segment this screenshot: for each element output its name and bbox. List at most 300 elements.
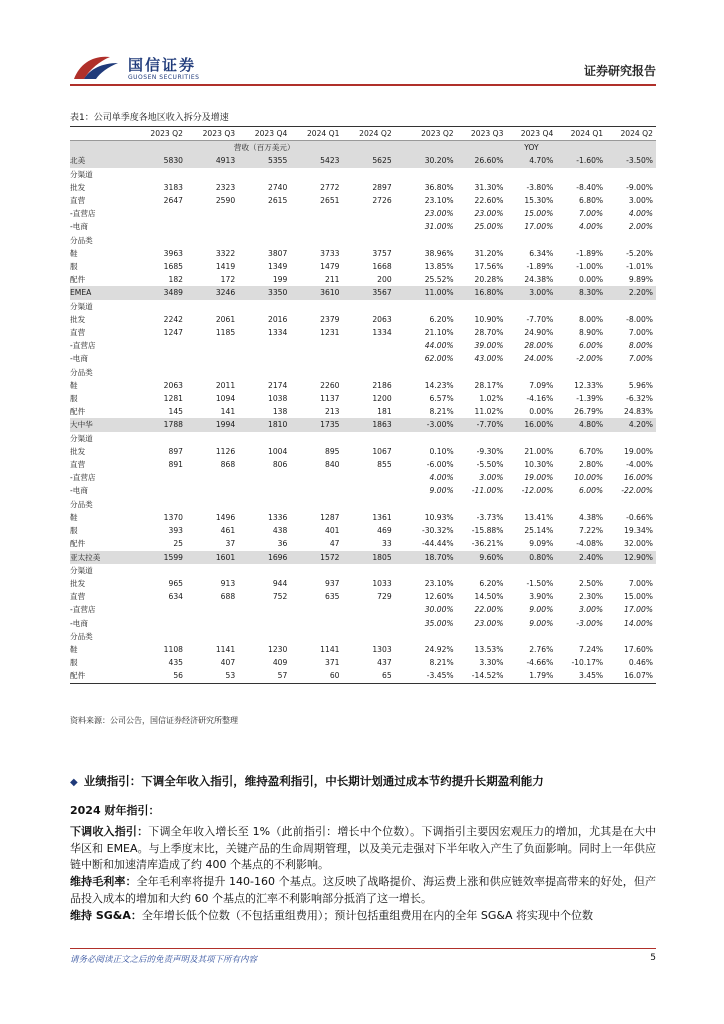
yoy-cell	[556, 234, 606, 247]
table-row	[70, 247, 656, 260]
yoy-cell	[457, 564, 507, 577]
row-label: 分品类	[70, 499, 93, 509]
row-label: 分渠道	[70, 301, 93, 311]
col-header: 2023 Q4	[506, 127, 556, 141]
col-header: 2024 Q1	[556, 127, 606, 141]
gap-cell	[395, 300, 407, 313]
yoy-cell: -4.66%	[526, 658, 554, 668]
yoy-cell	[556, 498, 606, 511]
yoy-cell: 20.28%	[474, 275, 504, 285]
yoy-cell	[506, 366, 556, 379]
revenue-cell: 1336	[268, 512, 288, 522]
guidance-paragraph-margin	[70, 874, 656, 907]
table-header-row	[70, 127, 656, 141]
yoy-cell: 35.00%	[424, 618, 454, 628]
yoy-cell	[407, 564, 457, 577]
row-label: 分品类	[70, 235, 93, 245]
gap-cell	[395, 471, 407, 484]
revenue-cell	[134, 207, 186, 220]
yoy-cell: 2.20%	[606, 286, 656, 299]
yoy-cell: 0.46%	[628, 658, 653, 668]
revenue-cell: 181	[377, 407, 392, 417]
revenue-cell: 3610	[290, 286, 342, 299]
yoy-cell	[606, 168, 656, 181]
yoy-cell: -15.88%	[471, 526, 504, 536]
yoy-cell: 7.00%	[628, 578, 653, 588]
table-row	[70, 498, 656, 511]
gap-cell	[395, 366, 407, 379]
revenue-cell: 1361	[372, 512, 392, 522]
yoy-cell	[556, 432, 606, 445]
paragraph-text: 全年增长低个位数（不包括重组费用）；预计包括重组费用在内的全年 SG&A 将实现中个位数	[141, 909, 593, 922]
table-row	[70, 168, 656, 181]
table-row	[70, 220, 656, 233]
revenue-cell	[186, 207, 238, 220]
header-divider	[70, 84, 656, 86]
yoy-cell: -6.00%	[426, 460, 454, 470]
gap-cell	[395, 630, 407, 643]
revenue-cell	[186, 352, 238, 365]
revenue-cell: 371	[325, 658, 340, 668]
revenue-cell: 1108	[163, 644, 183, 654]
revenue-cell: 913	[220, 578, 236, 588]
revenue-cell	[343, 471, 395, 484]
page-number: 5	[650, 953, 656, 963]
revenue-cell	[186, 603, 238, 616]
gap-cell	[395, 551, 407, 564]
yoy-cell	[457, 300, 507, 313]
revenue-cell	[290, 207, 342, 220]
yoy-cell: 26.60%	[457, 154, 507, 167]
table-row	[70, 603, 656, 616]
guidance-paragraph-sga	[70, 908, 656, 925]
table-row	[70, 286, 656, 299]
revenue-cell: 25	[173, 539, 183, 549]
revenue-cell: 57	[238, 669, 290, 683]
revenue-cell	[290, 617, 342, 630]
yoy-cell: 24.92%	[424, 644, 454, 654]
row-label: 批发	[70, 446, 86, 456]
revenue-cell: 200	[377, 275, 392, 285]
revenue-cell: 4913	[186, 154, 238, 167]
yoy-cell: 12.33%	[574, 380, 604, 390]
yoy-cell: 4.70%	[506, 154, 556, 167]
yoy-cell: -3.80%	[526, 182, 554, 192]
yoy-cell	[606, 630, 656, 643]
col-header: 2023 Q3	[457, 127, 507, 141]
revenue-cell: 3183	[163, 182, 183, 192]
revenue-cell	[290, 220, 342, 233]
revenue-cell	[186, 498, 238, 511]
revenue-cell	[186, 339, 238, 352]
row-label: 配件	[70, 669, 134, 683]
yoy-cell: 18.70%	[407, 551, 457, 564]
yoy-cell: -12.00%	[521, 486, 554, 496]
revenue-cell: 1735	[290, 418, 342, 431]
yoy-cell	[457, 234, 507, 247]
table-row	[70, 537, 656, 550]
revenue-cell	[134, 603, 186, 616]
yoy-cell: 9.60%	[457, 551, 507, 564]
revenue-cell: 1126	[215, 446, 236, 456]
revenue-cell	[343, 352, 395, 365]
yoy-cell: 21.10%	[424, 328, 454, 338]
revenue-cell: 1281	[163, 394, 183, 404]
revenue-cell: 2726	[372, 196, 392, 206]
yoy-cell: 25.52%	[424, 275, 454, 285]
revenue-cell: 2651	[320, 196, 340, 206]
table-row	[70, 656, 656, 669]
gap-cell	[395, 656, 407, 669]
yoy-cell: 7.09%	[529, 380, 554, 390]
revenue-cell: 1200	[372, 394, 392, 404]
revenue-cell: 3757	[372, 248, 392, 258]
gap-cell	[395, 339, 407, 352]
yoy-cell: -9.00%	[626, 182, 653, 192]
yoy-cell: 10.00%	[574, 473, 604, 483]
yoy-cell	[407, 234, 457, 247]
revenue-cell: 1303	[372, 644, 392, 654]
gap-cell	[395, 458, 407, 471]
table-row	[70, 551, 656, 564]
yoy-cell: -36.21%	[471, 539, 504, 549]
yoy-cell: 6.00%	[579, 486, 604, 496]
yoy-cell: 13.41%	[524, 512, 554, 522]
yoy-cell: 4.20%	[606, 418, 656, 431]
revenue-cell: 33	[382, 539, 392, 549]
table-caption: 表1：公司单季度各地区收入拆分及增速	[70, 113, 229, 123]
revenue-cell	[134, 234, 186, 247]
yoy-cell: 0.10%	[429, 446, 454, 456]
revenue-cell: 1067	[372, 446, 392, 456]
row-label: 配件	[70, 539, 86, 549]
revenue-cell: 965	[168, 578, 183, 588]
revenue-cell	[290, 300, 342, 313]
yoy-cell: 1.02%	[479, 394, 504, 404]
revenue-cell	[343, 168, 395, 181]
row-label: -直营店	[70, 605, 96, 615]
yoy-cell: 17.00%	[624, 605, 653, 615]
yoy-cell: 25.00%	[474, 222, 504, 232]
table-source: 资料来源：公司公告，国信证券经济研究所整理	[70, 716, 238, 725]
yoy-cell: 14.23%	[424, 380, 454, 390]
yoy-cell	[506, 168, 556, 181]
table-row	[70, 379, 656, 392]
row-label: 鞋	[70, 248, 78, 258]
revenue-cell: 2323	[215, 182, 236, 192]
revenue-cell: 2647	[163, 196, 183, 206]
gap-cell	[395, 577, 407, 590]
revenue-cell	[134, 366, 186, 379]
yoy-cell: 9.89%	[628, 275, 653, 285]
yoy-cell: 0.00%	[579, 275, 604, 285]
revenue-cell: 469	[377, 526, 392, 536]
revenue-cell: 1230	[268, 644, 288, 654]
yoy-cell	[606, 432, 656, 445]
yoy-cell: -1.50%	[526, 578, 554, 588]
yoy-cell: 6.20%	[479, 578, 504, 588]
yoy-cell: 23.10%	[424, 578, 454, 588]
revenue-cell: 213	[325, 407, 340, 417]
revenue-cell	[134, 630, 186, 643]
guidance-paragraph-revenue	[70, 824, 656, 874]
yoy-cell: 5.96%	[628, 380, 653, 390]
revenue-cell: 868	[220, 460, 236, 470]
yoy-cell	[556, 564, 606, 577]
yoy-cell: 11.02%	[474, 407, 504, 417]
yoy-cell: 3.00%	[479, 473, 504, 483]
revenue-cell: 1572	[290, 551, 342, 564]
revenue-cell: 1601	[186, 551, 238, 564]
yoy-cell	[606, 564, 656, 577]
revenue-cell	[343, 234, 395, 247]
yoy-cell: 6.00%	[579, 341, 604, 351]
yoy-cell	[606, 366, 656, 379]
yoy-cell: 9.00%	[529, 605, 554, 615]
revenue-cell	[343, 498, 395, 511]
revenue-cell	[238, 432, 290, 445]
revenue-cell: 1599	[134, 551, 186, 564]
row-label: 服	[70, 526, 78, 536]
table-row	[70, 352, 656, 365]
revenue-cell	[186, 366, 238, 379]
table-body	[70, 154, 656, 683]
gap-cell	[395, 181, 407, 194]
col-header: 2023 Q4	[238, 127, 290, 141]
table-row	[70, 590, 656, 603]
revenue-cell: 60	[290, 669, 342, 683]
yoy-cell: -9.30%	[476, 446, 504, 456]
table-row	[70, 484, 656, 497]
yoy-cell	[457, 168, 507, 181]
table-row	[70, 524, 656, 537]
yoy-cell: 15.30%	[524, 196, 554, 206]
revenue-cell	[186, 564, 238, 577]
revenue-cell	[134, 564, 186, 577]
gap-cell	[395, 405, 407, 418]
section-title-text: 业绩指引：下调全年收入指引，维持盈利指引，中长期计划通过成本节约提升长期盈利能力	[83, 774, 544, 788]
revenue-cell: 37	[225, 539, 236, 549]
yoy-cell: 9.00%	[429, 486, 454, 496]
gap-cell	[395, 603, 407, 616]
yoy-cell: 16.80%	[457, 286, 507, 299]
row-label: 北美	[70, 154, 134, 167]
yoy-cell: 28.00%	[524, 341, 554, 351]
yoy-cell: -22.00%	[621, 486, 653, 496]
revenue-cell: 47	[329, 539, 340, 549]
revenue-cell: 199	[272, 275, 288, 285]
revenue-cell: 1349	[268, 262, 288, 272]
revenue-cell: 1788	[134, 418, 186, 431]
gap-cell	[395, 590, 407, 603]
gap-cell	[395, 445, 407, 458]
row-label: 分渠道	[70, 565, 93, 575]
revenue-cell: 2186	[372, 380, 392, 390]
revenue-cell	[134, 617, 186, 630]
yoy-cell: 24.90%	[524, 328, 554, 338]
yoy-cell: 7.00%	[579, 209, 604, 219]
yoy-cell: -44.44%	[421, 539, 454, 549]
yoy-cell: 62.00%	[424, 354, 454, 364]
revenue-cell	[343, 366, 395, 379]
revenue-cell: 944	[272, 578, 288, 588]
yoy-cell	[407, 366, 457, 379]
yoy-group-label: YOY	[407, 141, 656, 155]
gap-cell	[395, 418, 407, 431]
yoy-cell: 24.38%	[524, 275, 554, 285]
revenue-cell: 401	[325, 526, 340, 536]
revenue-cell	[343, 603, 395, 616]
yoy-cell: 15.00%	[524, 209, 554, 219]
revenue-cell: 36	[277, 539, 288, 549]
yoy-cell: 30.20%	[407, 154, 457, 167]
revenue-cell	[238, 471, 290, 484]
yoy-cell: -8.40%	[576, 182, 604, 192]
regional-revenue-table	[70, 126, 656, 684]
yoy-cell: 4.00%	[429, 473, 454, 483]
gap-cell	[395, 511, 407, 524]
yoy-cell: 31.30%	[474, 182, 504, 192]
yoy-cell	[606, 498, 656, 511]
yoy-cell: -3.50%	[606, 154, 656, 167]
yoy-cell: 8.30%	[556, 286, 606, 299]
revenue-cell	[238, 234, 290, 247]
yoy-cell: 16.00%	[624, 473, 653, 483]
yoy-cell	[457, 498, 507, 511]
yoy-cell: 8.21%	[429, 658, 454, 668]
table-row	[70, 392, 656, 405]
row-label: -直营店	[70, 341, 96, 351]
yoy-cell	[506, 234, 556, 247]
paragraph-text: 下调全年收入增长至 1%（此前指引：增长中个位数）。下调指引主要因宏观压力的增加，尤其是在大中华区和 EMEA。与上季度末比，关键产品的生命周期管理，以及美元走强对下半年收入产生了负面影响。同时上一年供应链中断和加速清库造成了约 400 个基点的不利影响。	[70, 825, 657, 871]
revenue-cell: 438	[272, 526, 288, 536]
yoy-cell	[506, 564, 556, 577]
row-label: -直营店	[70, 473, 96, 483]
yoy-cell: 28.70%	[474, 328, 504, 338]
col-header: 2023 Q2	[134, 127, 186, 141]
yoy-cell: 4.00%	[579, 222, 604, 232]
yoy-cell: 31.00%	[424, 222, 454, 232]
revenue-cell: 65	[343, 669, 395, 683]
revenue-cell: 2772	[320, 182, 340, 192]
table-row	[70, 643, 656, 656]
report-type: 证券研究报告	[583, 64, 656, 78]
col-header: 2024 Q2	[606, 127, 656, 141]
gap-cell	[395, 564, 407, 577]
col-header: 2024 Q2	[343, 127, 395, 141]
row-label: 大中华	[70, 418, 134, 431]
revenue-cell	[238, 498, 290, 511]
yoy-cell: -8.00%	[626, 314, 653, 324]
revenue-cell	[290, 603, 342, 616]
revenue-cell: 1863	[343, 418, 395, 431]
yoy-cell: 39.00%	[474, 341, 504, 351]
revenue-cell	[186, 234, 238, 247]
col-header: 2023 Q3	[186, 127, 238, 141]
revenue-cell	[290, 234, 342, 247]
revenue-cell: 1141	[320, 644, 340, 654]
revenue-cell	[134, 352, 186, 365]
revenue-cell: 1479	[320, 262, 340, 272]
logo-text-en: GUOSEN SECURITIES	[128, 74, 200, 81]
revenue-cell	[186, 630, 238, 643]
yoy-cell: 16.07%	[606, 669, 656, 683]
revenue-group-label: 营收（百万美元）	[134, 141, 395, 155]
yoy-cell: 3.90%	[529, 592, 554, 602]
row-label: 分品类	[70, 631, 93, 641]
yoy-cell: 7.24%	[579, 644, 604, 654]
revenue-cell	[134, 339, 186, 352]
table-row	[70, 326, 656, 339]
yoy-cell: 4.80%	[556, 418, 606, 431]
yoy-cell: 9.09%	[529, 539, 554, 549]
revenue-cell: 5355	[238, 154, 290, 167]
yoy-cell: 36.80%	[424, 182, 454, 192]
yoy-cell: -1.39%	[576, 394, 604, 404]
gap-cell	[395, 220, 407, 233]
revenue-cell: 752	[272, 592, 288, 602]
yoy-cell: 0.00%	[529, 407, 554, 417]
footer-divider	[70, 948, 656, 949]
revenue-cell: 3963	[163, 248, 183, 258]
revenue-cell	[290, 432, 342, 445]
yoy-cell: -4.08%	[576, 539, 604, 549]
revenue-cell	[238, 168, 290, 181]
yoy-cell: 43.00%	[474, 354, 504, 364]
revenue-cell	[186, 471, 238, 484]
guosen-logo	[70, 51, 210, 85]
revenue-cell: 688	[220, 592, 236, 602]
revenue-cell: 1334	[372, 328, 392, 338]
yoy-cell: 2.76%	[529, 644, 554, 654]
row-label: 鞋	[70, 380, 78, 390]
revenue-cell: 138	[272, 407, 288, 417]
yoy-cell	[606, 234, 656, 247]
revenue-cell	[343, 564, 395, 577]
yoy-cell	[506, 432, 556, 445]
gap-cell	[395, 643, 407, 656]
revenue-cell: 1805	[343, 551, 395, 564]
yoy-cell: 9.00%	[529, 618, 554, 628]
revenue-cell	[343, 207, 395, 220]
row-label: 服	[70, 658, 78, 668]
revenue-cell	[238, 484, 290, 497]
revenue-cell	[290, 352, 342, 365]
revenue-cell: 3322	[215, 248, 236, 258]
yoy-cell: 22.60%	[474, 196, 504, 206]
table-row	[70, 207, 656, 220]
yoy-cell: 10.90%	[474, 314, 504, 324]
row-label: 直营	[70, 460, 86, 470]
yoy-cell: 23.00%	[474, 209, 504, 219]
yoy-cell: -3.00%	[407, 418, 457, 431]
yoy-cell: 2.00%	[628, 222, 653, 232]
revenue-cell: 1141	[215, 644, 236, 654]
table-row	[70, 181, 656, 194]
row-label: -电商	[70, 222, 88, 232]
yoy-cell: 13.85%	[424, 262, 454, 272]
revenue-cell	[186, 168, 238, 181]
yoy-cell: 11.00%	[407, 286, 457, 299]
table-row	[70, 432, 656, 445]
revenue-cell	[343, 484, 395, 497]
revenue-cell	[290, 471, 342, 484]
revenue-cell: 1668	[372, 262, 392, 272]
table-row	[70, 366, 656, 379]
yoy-cell: 28.17%	[474, 380, 504, 390]
row-label: 分渠道	[70, 169, 93, 179]
yoy-cell: 3.30%	[479, 658, 504, 668]
